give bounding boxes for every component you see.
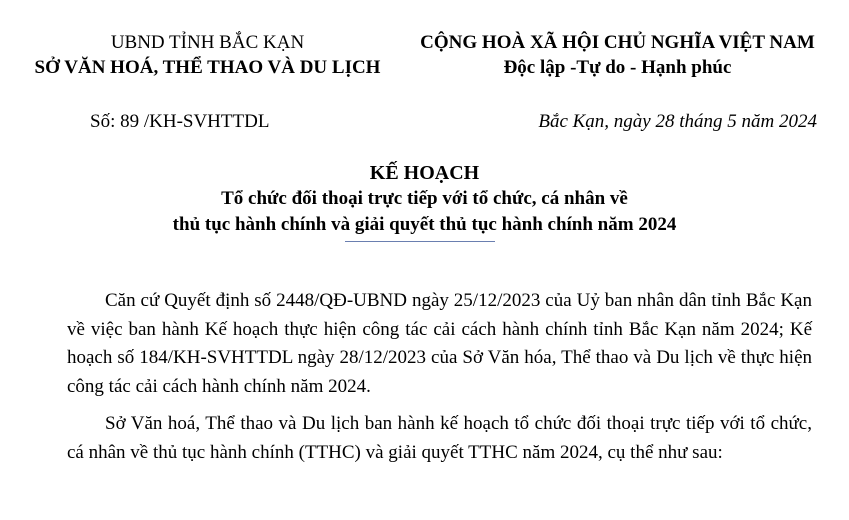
title-line-2: thủ tục hành chính và giải quyết thủ tục hành chính năm 2024 xyxy=(172,214,677,235)
document-body xyxy=(67,287,812,477)
national-motto: Độc lập -Tự do - Hạnh phúc xyxy=(503,57,732,78)
body-paragraph: Sở Văn hoá, Thể thao và Du lịch ban hành kế hoạch tổ chức đối thoại trực tiếp với tổ chức, cá nhân về thủ tục hành chính (TTHC) và giải quyết TTHC năm 2024, cụ thể như sau: xyxy=(67,413,812,463)
document-number: Số: 89 /KH-SVHTTDL xyxy=(90,111,270,132)
org-name: SỞ VĂN HOÁ, THỂ THAO VÀ DU LỊCH xyxy=(34,57,381,78)
document-title xyxy=(0,160,849,238)
title-divider xyxy=(345,241,495,242)
national-heading xyxy=(405,30,830,81)
country-name: CỘNG HOÀ XÃ HỘI CHỦ NGHĨA VIỆT NAM xyxy=(420,32,815,53)
issuing-organization xyxy=(20,30,395,80)
document-type: KẾ HOẠCH xyxy=(369,162,480,184)
body-paragraph: Căn cứ Quyết định số 2448/QĐ-UBND ngày 25/12/2023 của Uỷ ban nhân dân tỉnh Bắc Kạn về việc ban hành Kế hoạch thực hiện công tác cải cách hành chính tỉnh Bắc Kạn năm 2024; Kế hoạch số 184/KH-SVHTTDL ngày 28/12/2023 của Sở Văn hóa, Thể thao và Du lịch về thực hiện công tác cải cách hành chính năm 2024. xyxy=(67,290,812,397)
date-line: Bắc Kạn, ngày 28 tháng 5 năm 2024 xyxy=(538,111,817,132)
title-line-1: Tổ chức đối thoại trực tiếp với tổ chức, cá nhân về xyxy=(221,188,628,209)
org-parent-name: UBND TỈNH BẮC KẠN xyxy=(110,32,305,53)
